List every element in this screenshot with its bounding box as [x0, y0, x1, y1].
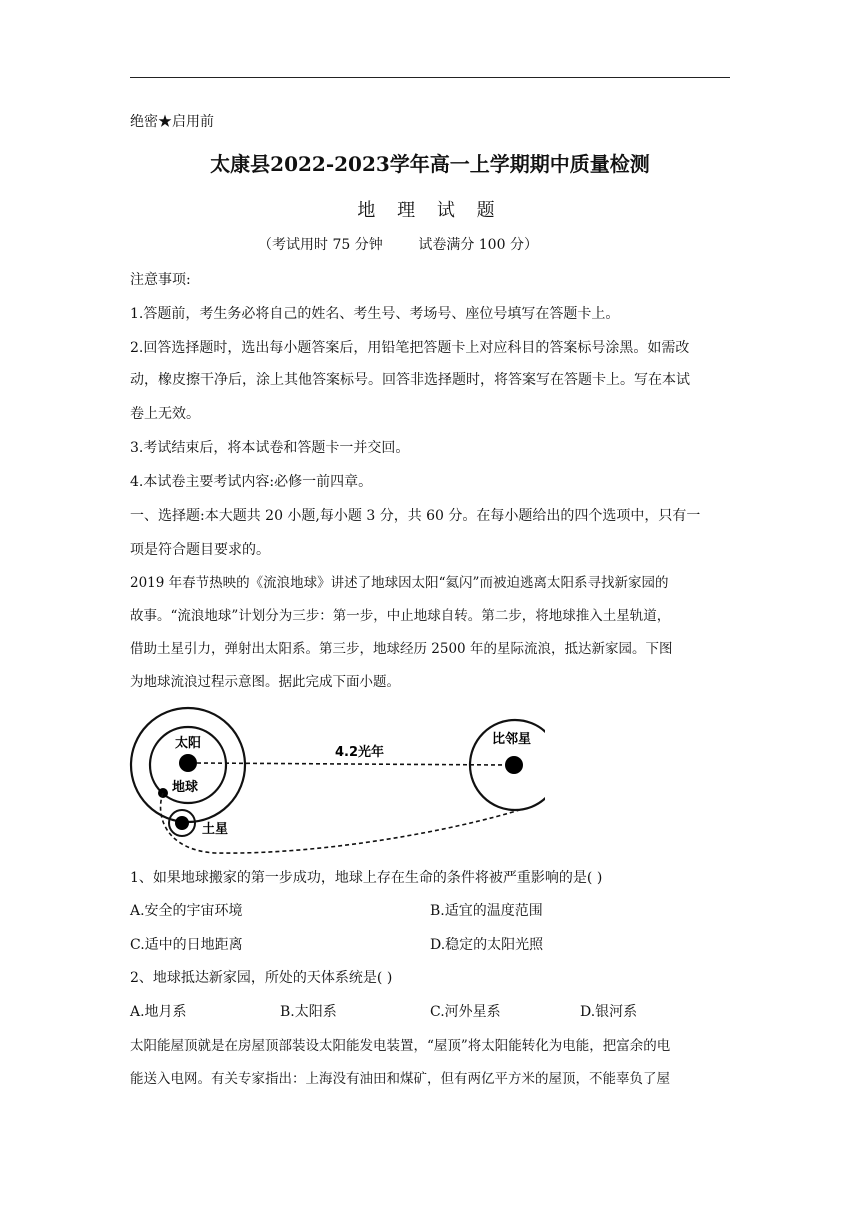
earth-wandering-diagram [125, 705, 545, 865]
question-1-option-b: B.适宜的温度范围 [430, 903, 543, 919]
secret-mark: 绝密★启用前 [130, 114, 214, 130]
proxima-label: 比邻星 [492, 732, 532, 747]
notice-item-4: 4.本试卷主要考试内容:必修一前四章。 [130, 474, 373, 490]
question-2-option-d: D.银河系 [580, 1004, 638, 1020]
sun-proxima-dashed-line [197, 763, 505, 765]
question-2-option-b: B.太阳系 [280, 1004, 337, 1020]
passage-1-line3: 借助土星引力，弹射出太阳系。第三步，地球经历 2500 年的星际流浪，抵达新家园。下图 [130, 641, 673, 657]
question-1-option-d: D.稳定的太阳光照 [430, 937, 544, 953]
proxima-dot [505, 756, 523, 774]
saturn-label: 土星 [202, 822, 229, 837]
question-2-stem: 2、地球抵达新家园，所处的天体系统是( ) [130, 970, 393, 986]
saturn-dot [175, 816, 189, 830]
passage-1-line1: 2019 年春节热映的《流浪地球》讲述了地球因太阳“氦闪”而被迫逃离太阳系寻找新家园的 [130, 575, 669, 591]
notice-item-2-line2: 动，橡皮擦干净后，涂上其他答案标号。回答非选择题时，将答案写在答题卡上。写在本试 [130, 372, 690, 388]
section-1-line2: 项是符合题目要求的。 [130, 542, 270, 558]
passage-2-line1: 太阳能屋顶就是在房屋顶部装设太阳能发电装置，“屋顶”将太阳能转化为电能，把富余的电 [130, 1038, 671, 1054]
question-2-option-c: C.河外星系 [430, 1004, 501, 1020]
page-title: 太康县2022-2023学年高一上学期期中质量检测 [210, 152, 650, 176]
notice-heading: 注意事项: [130, 272, 191, 288]
exam-info: （考试用时 75 分钟 试卷满分 100 分） [258, 237, 538, 253]
passage-1-line2: 故事。“流浪地球”计划分为三步：第一步，中止地球自转。第二步，将地球推入土星轨道， [130, 608, 671, 624]
earth-label: 地球 [172, 780, 199, 795]
notice-item-3: 3.考试结束后，将本试卷和答题卡一并交回。 [130, 440, 410, 456]
sun-dot [179, 754, 197, 772]
distance-label: 4.2光年 [335, 745, 385, 760]
question-1-option-a: A.安全的宇宙环境 [130, 903, 243, 919]
subject-title: 地 理 试 题 [357, 200, 503, 221]
question-2-option-a: A.地月系 [130, 1004, 187, 1020]
sun-label: 太阳 [175, 736, 202, 751]
passage-1-line4: 为地球流浪过程示意图。据此完成下面小题。 [130, 674, 400, 690]
question-1-option-c: C.适中的日地距离 [130, 937, 243, 953]
question-1-stem: 1、如果地球搬家的第一步成功，地球上存在生命的条件将被严重影响的是( ) [130, 870, 603, 886]
passage-2-line2: 能送入电网。有关专家指出：上海没有油田和煤矿，但有两亿平方米的屋顶，不能辜负了屋 [130, 1071, 670, 1087]
notice-item-1: 1.答题前，考生务必将自己的姓名、考生号、考场号、座位号填写在答题卡上。 [130, 306, 620, 322]
notice-item-2-line1: 2.回答选择题时，选出每小题答案后，用铅笔把答题卡上对应科目的答案标号涂黑。如需改 [130, 340, 690, 356]
section-1-line1: 一、选择题:本大题共 20 小题,每小题 3 分，共 60 分。在每小题给出的四个选项中，只有一 [130, 508, 701, 524]
header-rule [130, 77, 730, 78]
notice-item-2-line3: 卷上无效。 [130, 406, 200, 422]
